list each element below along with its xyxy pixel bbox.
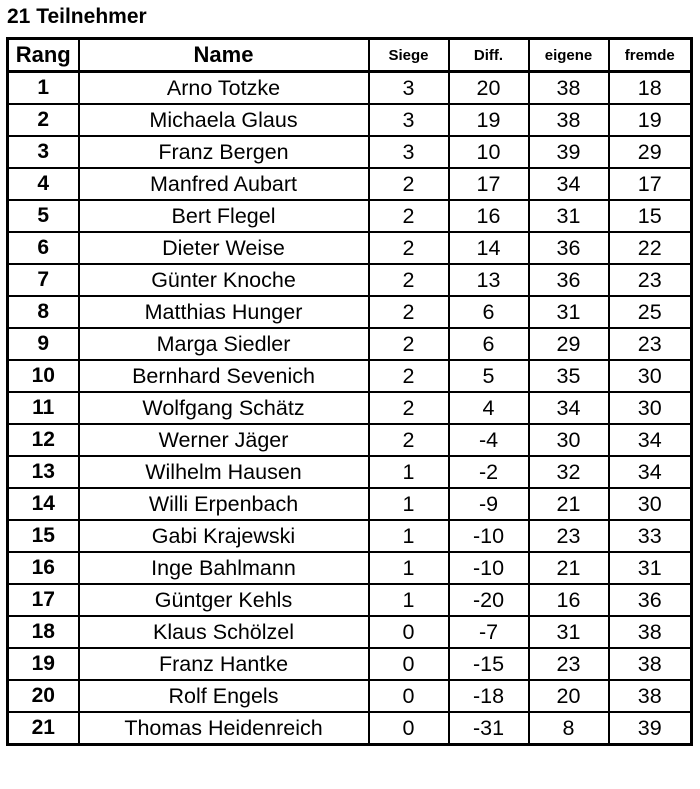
wins-cell: 1 [369, 552, 449, 584]
own-points-cell: 8 [529, 712, 609, 745]
rank-cell: 11 [8, 392, 79, 424]
header-name: Name [79, 39, 369, 72]
own-points-cell: 34 [529, 168, 609, 200]
opponent-points-cell: 34 [609, 424, 692, 456]
own-points-cell: 29 [529, 328, 609, 360]
name-cell: Michaela Glaus [79, 104, 369, 136]
wins-cell: 2 [369, 168, 449, 200]
opponent-points-cell: 34 [609, 456, 692, 488]
own-points-cell: 31 [529, 296, 609, 328]
name-cell: Bert Flegel [79, 200, 369, 232]
diff-cell: -7 [449, 616, 529, 648]
opponent-points-cell: 31 [609, 552, 692, 584]
own-points-cell: 31 [529, 616, 609, 648]
rank-cell: 8 [8, 296, 79, 328]
table-row [8, 584, 692, 616]
rank-cell: 17 [8, 584, 79, 616]
table-row [8, 168, 692, 200]
name-cell: Thomas Heidenreich [79, 712, 369, 745]
rank-cell: 9 [8, 328, 79, 360]
table-row [8, 104, 692, 136]
table-row [8, 232, 692, 264]
table-row [8, 616, 692, 648]
own-points-cell: 38 [529, 72, 609, 105]
diff-cell: -31 [449, 712, 529, 745]
diff-cell: -18 [449, 680, 529, 712]
name-cell: Werner Jäger [79, 424, 369, 456]
table-row [8, 296, 692, 328]
own-points-cell: 36 [529, 264, 609, 296]
diff-cell: -10 [449, 520, 529, 552]
rank-cell: 7 [8, 264, 79, 296]
wins-cell: 2 [369, 360, 449, 392]
wins-cell: 2 [369, 328, 449, 360]
wins-cell: 3 [369, 136, 449, 168]
rank-cell: 6 [8, 232, 79, 264]
opponent-points-cell: 30 [609, 392, 692, 424]
name-cell: Franz Hantke [79, 648, 369, 680]
rank-cell: 13 [8, 456, 79, 488]
own-points-cell: 35 [529, 360, 609, 392]
opponent-points-cell: 22 [609, 232, 692, 264]
wins-cell: 2 [369, 296, 449, 328]
name-cell: Marga Siedler [79, 328, 369, 360]
opponent-points-cell: 25 [609, 296, 692, 328]
diff-cell: -9 [449, 488, 529, 520]
rank-cell: 19 [8, 648, 79, 680]
wins-cell: 2 [369, 392, 449, 424]
rank-cell: 3 [8, 136, 79, 168]
name-cell: Bernhard Sevenich [79, 360, 369, 392]
wins-cell: 3 [369, 72, 449, 105]
name-cell: Klaus Schölzel [79, 616, 369, 648]
rank-cell: 14 [8, 488, 79, 520]
table-row [8, 712, 692, 745]
table-row [8, 136, 692, 168]
rank-cell: 10 [8, 360, 79, 392]
name-cell: Matthias Hunger [79, 296, 369, 328]
rank-cell: 2 [8, 104, 79, 136]
table-row [8, 488, 692, 520]
own-points-cell: 39 [529, 136, 609, 168]
wins-cell: 2 [369, 232, 449, 264]
opponent-points-cell: 23 [609, 264, 692, 296]
name-cell: Arno Totzke [79, 72, 369, 105]
own-points-cell: 31 [529, 200, 609, 232]
wins-cell: 1 [369, 520, 449, 552]
own-points-cell: 30 [529, 424, 609, 456]
header-rang: Rang [8, 39, 79, 72]
name-cell: Günter Knoche [79, 264, 369, 296]
opponent-points-cell: 18 [609, 72, 692, 105]
diff-cell: 4 [449, 392, 529, 424]
header-row [8, 39, 692, 72]
wins-cell: 2 [369, 200, 449, 232]
header-diff: Diff. [449, 39, 529, 72]
diff-cell: 6 [449, 296, 529, 328]
own-points-cell: 20 [529, 680, 609, 712]
opponent-points-cell: 38 [609, 616, 692, 648]
own-points-cell: 36 [529, 232, 609, 264]
opponent-points-cell: 15 [609, 200, 692, 232]
table-row [8, 328, 692, 360]
wins-cell: 0 [369, 648, 449, 680]
own-points-cell: 23 [529, 648, 609, 680]
own-points-cell: 38 [529, 104, 609, 136]
opponent-points-cell: 38 [609, 648, 692, 680]
opponent-points-cell: 17 [609, 168, 692, 200]
name-cell: Gabi Krajewski [79, 520, 369, 552]
header-siege: Siege [369, 39, 449, 72]
table-row [8, 424, 692, 456]
own-points-cell: 23 [529, 520, 609, 552]
rank-cell: 18 [8, 616, 79, 648]
diff-cell: 13 [449, 264, 529, 296]
header-eigene: eigene [529, 39, 609, 72]
opponent-points-cell: 36 [609, 584, 692, 616]
name-cell: Manfred Aubart [79, 168, 369, 200]
table-row [8, 392, 692, 424]
rank-cell: 21 [8, 712, 79, 745]
wins-cell: 0 [369, 680, 449, 712]
diff-cell: 16 [449, 200, 529, 232]
diff-cell: -2 [449, 456, 529, 488]
table-row [8, 264, 692, 296]
opponent-points-cell: 19 [609, 104, 692, 136]
table-row [8, 520, 692, 552]
own-points-cell: 21 [529, 552, 609, 584]
name-cell: Rolf Engels [79, 680, 369, 712]
opponent-points-cell: 23 [609, 328, 692, 360]
wins-cell: 0 [369, 712, 449, 745]
diff-cell: 6 [449, 328, 529, 360]
name-cell: Dieter Weise [79, 232, 369, 264]
rank-cell: 16 [8, 552, 79, 584]
diff-cell: -15 [449, 648, 529, 680]
diff-cell: 19 [449, 104, 529, 136]
wins-cell: 1 [369, 584, 449, 616]
table-row [8, 200, 692, 232]
opponent-points-cell: 30 [609, 360, 692, 392]
diff-cell: 10 [449, 136, 529, 168]
diff-cell: -20 [449, 584, 529, 616]
name-cell: Franz Bergen [79, 136, 369, 168]
table-row [8, 456, 692, 488]
wins-cell: 2 [369, 424, 449, 456]
own-points-cell: 21 [529, 488, 609, 520]
opponent-points-cell: 38 [609, 680, 692, 712]
table-row [8, 552, 692, 584]
table-row [8, 72, 692, 105]
standings-table [6, 37, 693, 746]
table-body [8, 72, 692, 745]
diff-cell: -4 [449, 424, 529, 456]
diff-cell: 17 [449, 168, 529, 200]
diff-cell: -10 [449, 552, 529, 584]
name-cell: Inge Bahlmann [79, 552, 369, 584]
own-points-cell: 34 [529, 392, 609, 424]
header-fremde: fremde [609, 39, 692, 72]
wins-cell: 1 [369, 456, 449, 488]
wins-cell: 2 [369, 264, 449, 296]
participant-count-caption: 21 Teilnehmer [7, 5, 147, 28]
opponent-points-cell: 29 [609, 136, 692, 168]
rank-cell: 12 [8, 424, 79, 456]
diff-cell: 14 [449, 232, 529, 264]
name-cell: Wilhelm Hausen [79, 456, 369, 488]
table-row [8, 680, 692, 712]
opponent-points-cell: 33 [609, 520, 692, 552]
rank-cell: 15 [8, 520, 79, 552]
rank-cell: 1 [8, 72, 79, 105]
name-cell: Willi Erpenbach [79, 488, 369, 520]
table-row [8, 648, 692, 680]
table-row [8, 360, 692, 392]
own-points-cell: 32 [529, 456, 609, 488]
wins-cell: 1 [369, 488, 449, 520]
opponent-points-cell: 39 [609, 712, 692, 745]
opponent-points-cell: 30 [609, 488, 692, 520]
name-cell: Wolfgang Schätz [79, 392, 369, 424]
rank-cell: 4 [8, 168, 79, 200]
wins-cell: 3 [369, 104, 449, 136]
name-cell: Güntger Kehls [79, 584, 369, 616]
rank-cell: 20 [8, 680, 79, 712]
diff-cell: 5 [449, 360, 529, 392]
diff-cell: 20 [449, 72, 529, 105]
own-points-cell: 16 [529, 584, 609, 616]
wins-cell: 0 [369, 616, 449, 648]
table-header [8, 39, 692, 72]
rank-cell: 5 [8, 200, 79, 232]
